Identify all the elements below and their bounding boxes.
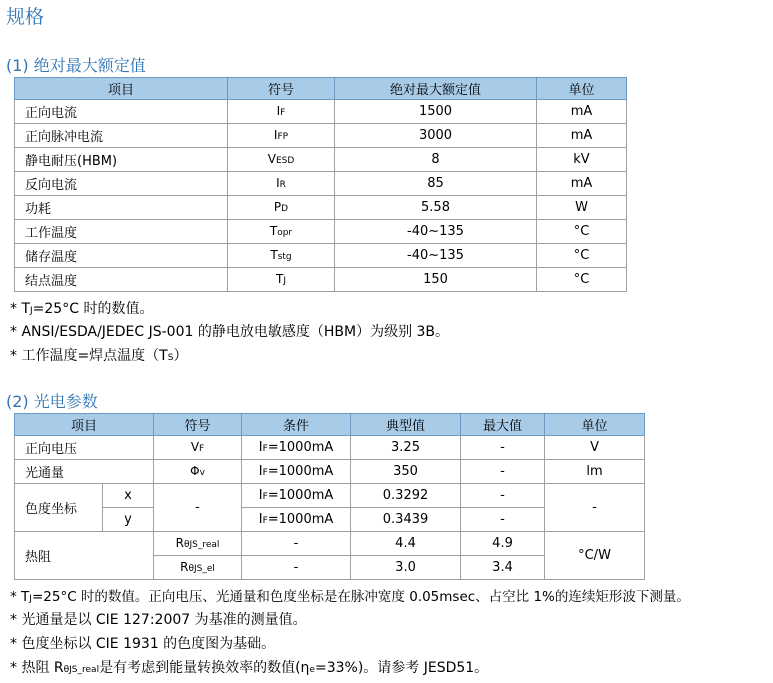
row-name: 静电耐压(HBM) xyxy=(15,148,228,172)
table-row xyxy=(15,532,645,556)
table-row xyxy=(15,100,627,124)
row-name: 储存温度 xyxy=(15,244,228,268)
row-value: 85 xyxy=(335,172,537,196)
optical-table xyxy=(14,413,645,580)
row-name: 反向电流 xyxy=(15,172,228,196)
header-unit: 单位 xyxy=(537,78,627,100)
row-typical: 4.4 xyxy=(351,532,461,556)
optical-note-2: * 光通量是以 CIE 127:2007 为基准的测量值。 xyxy=(10,612,307,628)
row-name: 热阻 xyxy=(15,532,154,580)
row-value: 3000 xyxy=(335,124,537,148)
table-row xyxy=(15,196,627,220)
table-row xyxy=(15,484,645,508)
header-item: 项目 xyxy=(15,78,228,100)
table-row xyxy=(15,148,627,172)
row-symbol: PD xyxy=(228,196,335,220)
row-unit: kV xyxy=(537,148,627,172)
row-symbol: VF xyxy=(154,436,242,460)
table-header-row xyxy=(15,78,627,100)
optical-note-4: * 热阻 RθJS_real是有考虑到能量转换效率的数值(ηe=33%)。请参考 JESD51。 xyxy=(10,660,489,676)
optical-note-3: * 色度坐标以 CIE 1931 的色度图为基础。 xyxy=(10,636,276,652)
row-unit: °C xyxy=(537,268,627,292)
header-symbol: 符号 xyxy=(228,78,335,100)
row-max: - xyxy=(461,508,545,532)
row-typical: 0.3439 xyxy=(351,508,461,532)
row-symbol: - xyxy=(154,484,242,532)
row-max: 3.4 xyxy=(461,556,545,580)
row-name: 正向脉冲电流 xyxy=(15,124,228,148)
row-name: 工作温度 xyxy=(15,220,228,244)
row-name: 正向电流 xyxy=(15,100,228,124)
row-unit: V xyxy=(545,436,645,460)
row-typical: 350 xyxy=(351,460,461,484)
row-max: 4.9 xyxy=(461,532,545,556)
row-symbol: IR xyxy=(228,172,335,196)
table-row xyxy=(15,220,627,244)
row-value: -40~135 xyxy=(335,244,537,268)
row-symbol: TJ xyxy=(228,268,335,292)
section-title-optical: (2) 光电参数 xyxy=(6,392,98,411)
table-row xyxy=(15,460,645,484)
row-unit: W xyxy=(537,196,627,220)
row-name: 光通量 xyxy=(15,460,154,484)
row-condition: IF=1000mA xyxy=(242,484,351,508)
table-row xyxy=(15,436,645,460)
row-name: 结点温度 xyxy=(15,268,228,292)
row-symbol: Topr xyxy=(228,220,335,244)
row-unit: mA xyxy=(537,100,627,124)
row-unit: °C xyxy=(537,244,627,268)
row-typical: 3.0 xyxy=(351,556,461,580)
header-symbol: 符号 xyxy=(154,414,242,436)
row-axis-y: y xyxy=(103,508,154,532)
row-value: -40~135 xyxy=(335,220,537,244)
header-typical: 典型值 xyxy=(351,414,461,436)
header-rating: 绝对最大额定值 xyxy=(335,78,537,100)
table-row xyxy=(15,172,627,196)
row-unit: - xyxy=(545,484,645,532)
row-symbol: IF xyxy=(228,100,335,124)
table-header-row xyxy=(15,414,645,436)
row-symbol: IFP xyxy=(228,124,335,148)
row-symbol: Tstg xyxy=(228,244,335,268)
row-typical: 3.25 xyxy=(351,436,461,460)
table-row xyxy=(15,124,627,148)
header-max: 最大值 xyxy=(461,414,545,436)
row-max: - xyxy=(461,460,545,484)
optical-note-1: * TJ=25°C 时的数值。正向电压、光通量和色度坐标是在脉冲宽度 0.05msec、占空比 1%的连续矩形波下测量。 xyxy=(10,589,690,605)
row-value: 1500 xyxy=(335,100,537,124)
row-max: - xyxy=(461,484,545,508)
row-value: 150 xyxy=(335,268,537,292)
table-row xyxy=(15,268,627,292)
row-name: 功耗 xyxy=(15,196,228,220)
row-condition: IF=1000mA xyxy=(242,436,351,460)
row-symbol: RθJS_real xyxy=(154,532,242,556)
row-unit: °C/W xyxy=(545,532,645,580)
abs-note-3: * 工作温度=焊点温度（TS） xyxy=(10,348,188,364)
row-axis-x: x xyxy=(103,484,154,508)
row-unit: °C xyxy=(537,220,627,244)
row-name: 色度坐标 xyxy=(15,484,103,532)
row-condition: - xyxy=(242,556,351,580)
abs-max-table xyxy=(14,77,627,292)
row-typical: 0.3292 xyxy=(351,484,461,508)
row-value: 5.58 xyxy=(335,196,537,220)
row-name: 正向电压 xyxy=(15,436,154,460)
abs-note-1: * TJ=25°C 时的数值。 xyxy=(10,301,154,317)
header-item: 项目 xyxy=(15,414,154,436)
row-unit: mA xyxy=(537,124,627,148)
row-value: 8 xyxy=(335,148,537,172)
row-condition: IF=1000mA xyxy=(242,508,351,532)
row-max: - xyxy=(461,436,545,460)
row-condition: - xyxy=(242,532,351,556)
header-unit: 单位 xyxy=(545,414,645,436)
row-symbol: VESD xyxy=(228,148,335,172)
header-condition: 条件 xyxy=(242,414,351,436)
row-unit: lm xyxy=(545,460,645,484)
table-row xyxy=(15,244,627,268)
row-unit: mA xyxy=(537,172,627,196)
page-title: 规格 xyxy=(6,6,45,28)
row-symbol: Φv xyxy=(154,460,242,484)
row-condition: IF=1000mA xyxy=(242,460,351,484)
section-title-abs-max: (1) 绝对最大额定值 xyxy=(6,56,146,75)
row-symbol: RθJS_el xyxy=(154,556,242,580)
abs-note-2: * ANSI/ESDA/JEDEC JS-001 的静电放电敏感度（HBM）为级别 3B。 xyxy=(10,324,450,340)
